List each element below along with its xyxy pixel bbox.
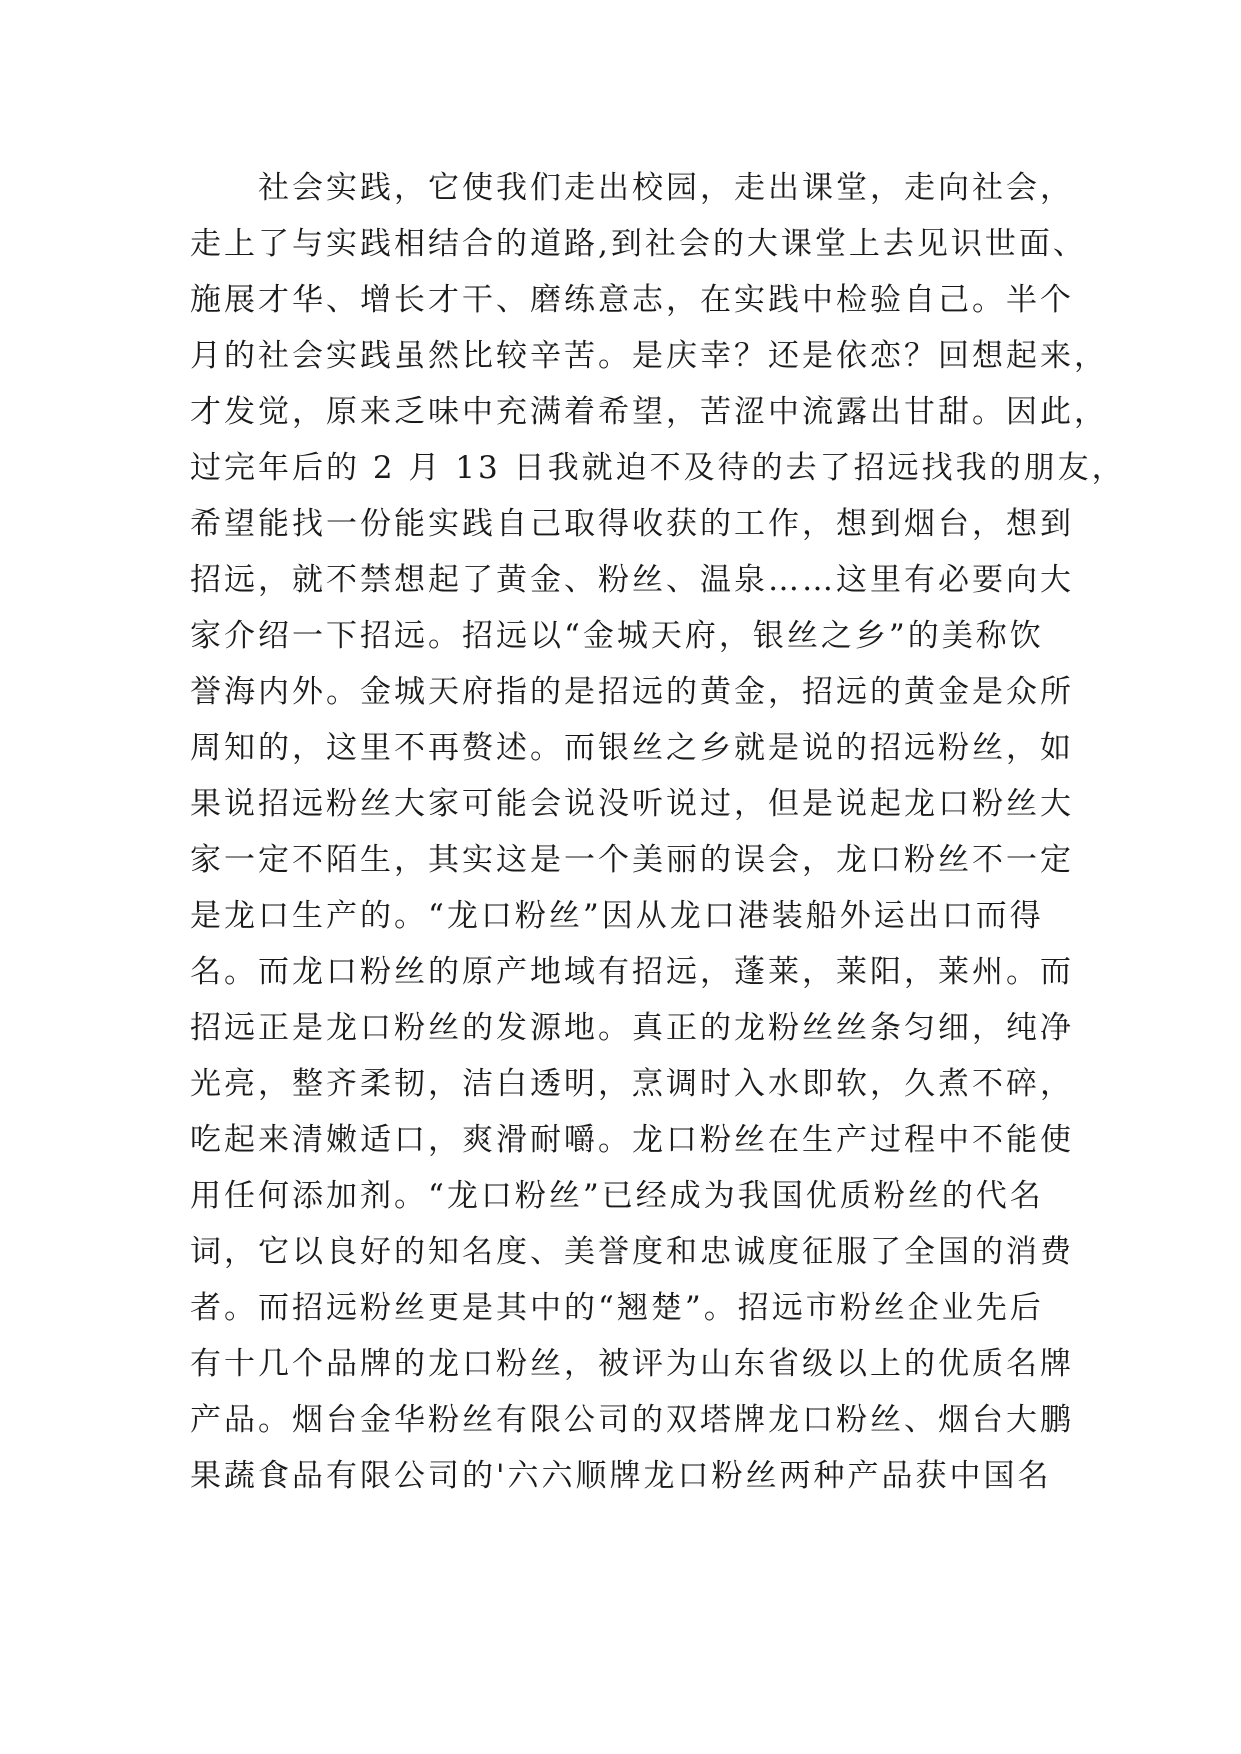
text-line: 吃起来清嫩适口，爽滑耐嚼。龙口粉丝在生产过程中不能使: [190, 1122, 1074, 1158]
text-line: 果说招远粉丝大家可能会说没听说过，但是说起龙口粉丝大: [190, 786, 1074, 822]
text-line: 周知的，这里不再赘述。而银丝之乡就是说的招远粉丝，如: [190, 730, 1074, 766]
text-line: 招远，就不禁想起了黄金、粉丝、温泉……这里有必要向大: [190, 562, 1074, 598]
text-line: 招远正是龙口粉丝的发源地。真正的龙粉丝丝条匀细，纯净: [190, 1010, 1074, 1046]
text-line: 过完年后的 2 月 13 日我就迫不及待的去了招远找我的朋友，: [190, 450, 1126, 486]
text-line: 用任何添加剂。“龙口粉丝”已经成为我国优质粉丝的代名: [190, 1178, 1044, 1214]
text-line: 希望能找一份能实践自己取得收获的工作，想到烟台，想到: [190, 506, 1074, 542]
text-line: 家一定不陌生，其实这是一个美丽的误会，龙口粉丝不一定: [190, 842, 1074, 878]
text-line: 有十几个品牌的龙口粉丝，被评为山东省级以上的优质名牌: [190, 1346, 1074, 1382]
text-line: 家介绍一下招远。招远以“金城天府，银丝之乡”的美称饮: [190, 618, 1044, 654]
text-line: 者。而招远粉丝更是其中的“翘楚”。招远市粉丝企业先后: [190, 1290, 1044, 1326]
text-line: 产品。烟台金华粉丝有限公司的双塔牌龙口粉丝、烟台大鹏: [190, 1402, 1074, 1438]
text-line: 走上了与实践相结合的道路,到社会的大课堂上去见识世面、: [190, 226, 1087, 262]
text-line: 社会实践，它使我们走出校园，走出课堂，走向社会，: [258, 170, 1074, 206]
text-line: 施展才华、增长才干、磨练意志，在实践中检验自己。半个: [190, 282, 1074, 318]
text-line: 词，它以良好的知名度、美誉度和忠诚度征服了全国的消费: [190, 1234, 1074, 1270]
body-paragraph: [190, 160, 1150, 1504]
text-line: 果蔬食品有限公司的'六六顺牌龙口粉丝两种产品获中国名: [190, 1458, 1052, 1494]
text-line: 月的社会实践虽然比较辛苦。是庆幸？还是依恋？回想起来，: [190, 338, 1108, 374]
text-line: 名。而龙口粉丝的原产地域有招远，蓬莱，莱阳，莱州。而: [190, 954, 1074, 990]
text-line: 才发觉，原来乏味中充满着希望，苦涩中流露出甘甜。因此，: [190, 394, 1108, 430]
text-line: 誉海内外。金城天府指的是招远的黄金，招远的黄金是众所: [190, 674, 1074, 710]
text-line: 是龙口生产的。“龙口粉丝”因从龙口港装船外运出口而得: [190, 898, 1044, 934]
text-line: 光亮，整齐柔韧，洁白透明，烹调时入水即软，久煮不碎，: [190, 1066, 1074, 1102]
